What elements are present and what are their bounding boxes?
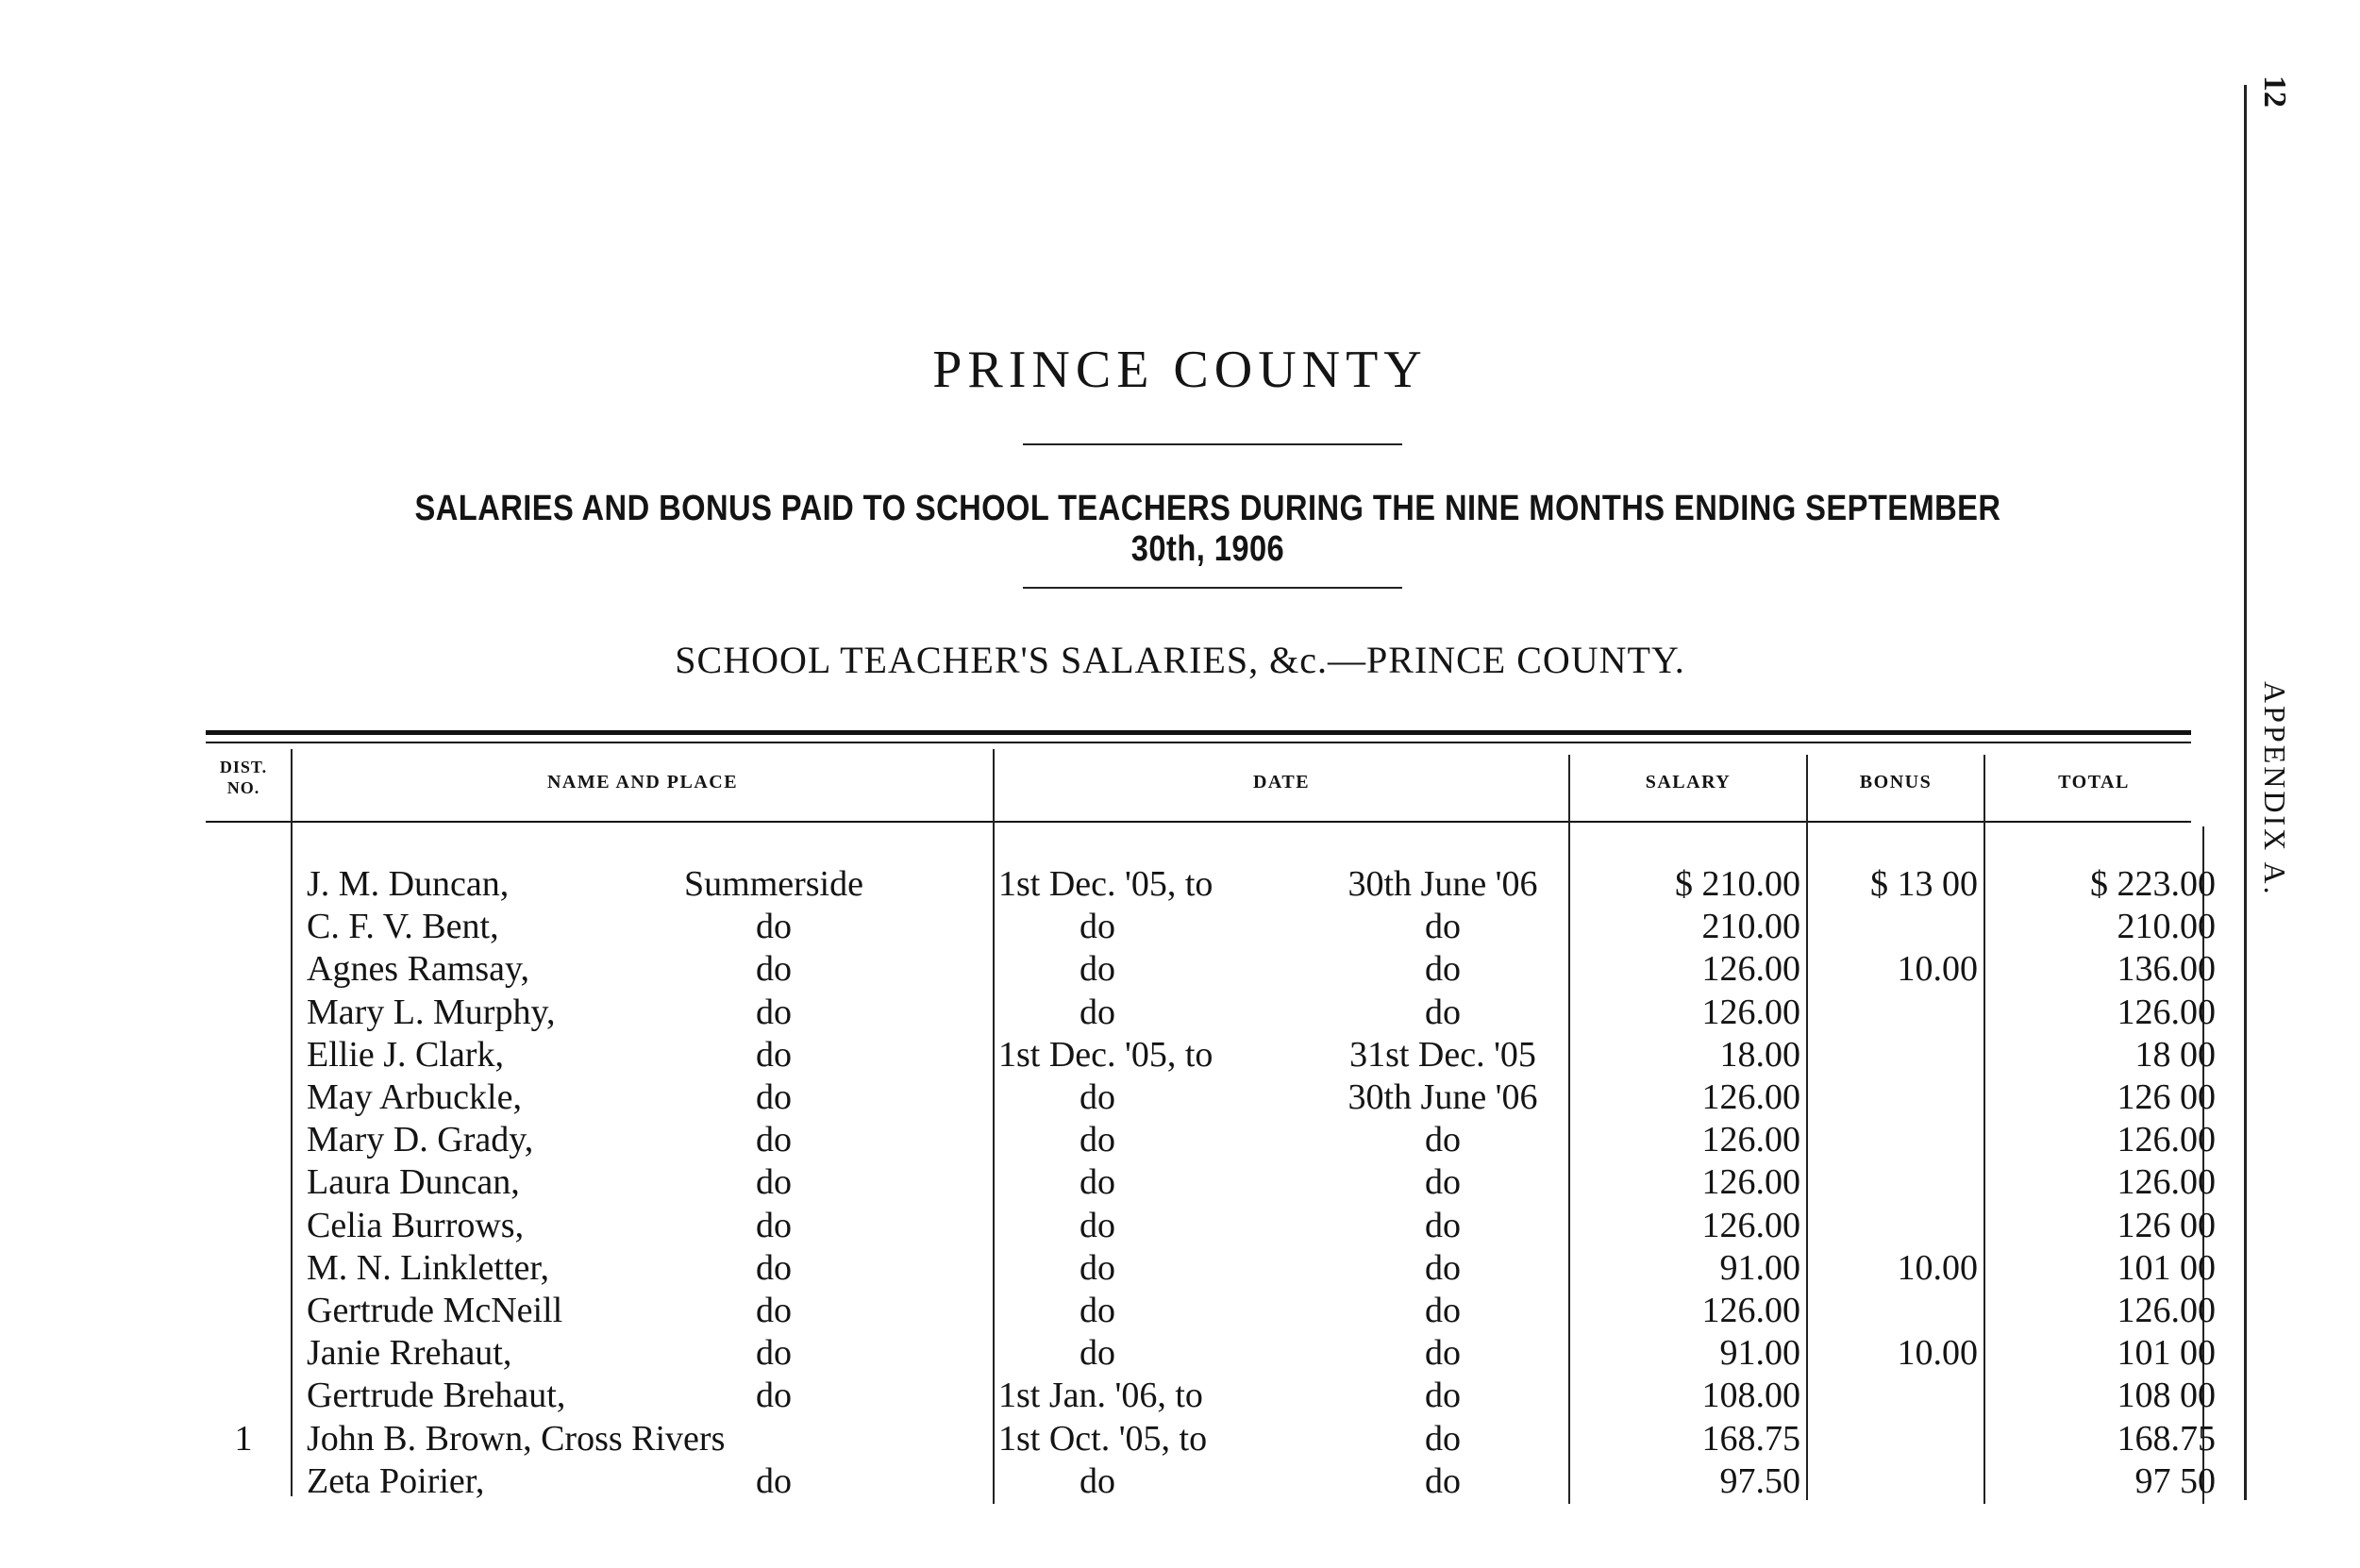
total-cell: 126 00: [2117, 1077, 2216, 1117]
salary-cell: 210.00: [1701, 907, 1800, 947]
header-dist-no: DIST. NO.: [219, 758, 268, 797]
date-to-cell: do: [1425, 1333, 1461, 1374]
total-cell: 210.00: [2117, 907, 2216, 947]
date-from-cell: do: [1080, 1291, 1115, 1330]
place-cell: do: [756, 1077, 792, 1117]
date-to-cell: do: [1425, 1162, 1461, 1203]
table-row: [0, 1332, 2360, 1375]
table-row: [0, 1290, 2360, 1332]
teacher-name-cell: M. N. Linkletter,: [307, 1247, 550, 1288]
bonus-cell: $ 13 00: [1870, 864, 1978, 904]
salary-cell: 126.00: [1701, 1077, 1800, 1117]
date-from-cell: do: [1080, 907, 1115, 947]
teacher-name-cell: J. M. Duncan,: [307, 864, 510, 904]
table-row: [0, 1161, 2360, 1204]
place-cell: do: [756, 1333, 792, 1374]
bonus-cell: 10.00: [1897, 1333, 1978, 1374]
bonus-cell: 10.00: [1897, 949, 1978, 990]
table-row: [0, 1418, 2360, 1460]
date-to-cell: do: [1425, 1247, 1461, 1288]
bonus-cell: 10.00: [1897, 1247, 1978, 1288]
total-cell: 97 50: [2134, 1460, 2216, 1501]
total-cell: 126.00: [2117, 1291, 2216, 1330]
dist-no-cell: 1: [234, 1418, 253, 1459]
title-divider: [1023, 443, 1402, 445]
teacher-name-cell: Mary D. Grady,: [307, 1120, 534, 1160]
teacher-name-cell: Mary L. Murphy,: [307, 992, 556, 1032]
date-from-cell: 1st Jan. '06, to: [998, 1376, 1203, 1416]
salary-cell: 126.00: [1701, 949, 1800, 990]
place-cell: do: [756, 1460, 792, 1501]
date-to-cell: 30th June '06: [1347, 864, 1538, 904]
total-cell: 126.00: [2117, 992, 2216, 1032]
total-cell: 101 00: [2117, 1247, 2216, 1288]
teacher-name-cell: Zeta Poirier,: [307, 1460, 485, 1501]
table-row: [0, 1205, 2360, 1247]
date-from-cell: do: [1080, 1205, 1115, 1245]
table-row: [0, 906, 2360, 948]
table-top-thick-rule: [206, 730, 2191, 735]
teacher-name-cell: Celia Burrows,: [307, 1205, 525, 1245]
page-number: 12: [2257, 75, 2292, 108]
header-total: TOTAL: [2058, 772, 2130, 792]
date-to-cell: do: [1425, 949, 1461, 990]
place-cell: do: [756, 1205, 792, 1245]
salary-cell: 126.00: [1701, 1162, 1800, 1203]
table-row: [0, 992, 2360, 1034]
date-to-cell: do: [1425, 1120, 1461, 1160]
salary-cell: 18.00: [1719, 1034, 1800, 1075]
place-cell: do: [756, 1376, 792, 1416]
table-row: [0, 1460, 2360, 1503]
date-to-cell: do: [1425, 907, 1461, 947]
place-cell: Summerside: [684, 864, 863, 904]
appendix-label: APPENDIX A.: [2258, 681, 2292, 897]
place-cell: do: [756, 1034, 792, 1075]
salary-cell: 126.00: [1701, 992, 1800, 1032]
place-cell: do: [756, 1291, 792, 1330]
teacher-name-cell: Ellie J. Clark,: [307, 1034, 504, 1075]
date-from-cell: 1st Dec. '05, to: [998, 864, 1213, 904]
date-to-cell: do: [1425, 1376, 1461, 1416]
teacher-name-cell: Laura Duncan,: [307, 1162, 520, 1203]
date-from-cell: do: [1080, 1077, 1115, 1117]
teacher-name-cell: Gertrude McNeill: [307, 1291, 563, 1330]
salary-cell: 91.00: [1719, 1333, 1800, 1374]
teacher-name-cell: Agnes Ramsay,: [307, 949, 530, 990]
date-from-cell: do: [1080, 1333, 1115, 1374]
total-cell: 126 00: [2117, 1205, 2216, 1245]
total-cell: 168.75: [2117, 1418, 2216, 1459]
table-row: [0, 863, 2360, 906]
date-from-cell: do: [1080, 949, 1115, 990]
teacher-name-cell: Janie Rrehaut,: [307, 1333, 512, 1374]
section-title: SCHOOL TEACHER'S SALARIES, &c.—PRINCE COUNTY.: [675, 639, 1685, 681]
date-from-cell: do: [1080, 1247, 1115, 1288]
table-row: [0, 948, 2360, 991]
date-to-cell: do: [1425, 1291, 1461, 1330]
date-from-cell: 1st Dec. '05, to: [998, 1034, 1213, 1075]
teacher-name-cell: Gertrude Brehaut,: [307, 1376, 566, 1416]
table-row: [0, 1034, 2360, 1076]
table-row: [0, 1247, 2360, 1290]
date-from-cell: do: [1080, 1120, 1115, 1160]
date-from-cell: 1st Oct. '05, to: [998, 1418, 1208, 1459]
table-row: [0, 1375, 2360, 1417]
date-to-cell: do: [1425, 1205, 1461, 1245]
total-cell: 101 00: [2117, 1333, 2216, 1374]
table-row: [0, 1119, 2360, 1161]
total-cell: 18 00: [2134, 1034, 2216, 1075]
salary-cell: 97.50: [1719, 1460, 1800, 1501]
date-to-cell: 31st Dec. '05: [1349, 1034, 1536, 1075]
place-cell: do: [756, 992, 792, 1032]
total-cell: 126.00: [2117, 1120, 2216, 1160]
teacher-name-cell: C. F. V. Bent,: [307, 907, 499, 947]
salary-cell: 126.00: [1701, 1291, 1800, 1330]
header-bonus: BONUS: [1859, 772, 1933, 792]
date-to-cell: 30th June '06: [1347, 1077, 1538, 1117]
date-from-cell: do: [1080, 1460, 1115, 1501]
salary-cell: 126.00: [1701, 1205, 1800, 1245]
header-salary: SALARY: [1645, 772, 1732, 792]
salary-cell: 168.75: [1701, 1418, 1800, 1459]
page-subtitle: SALARIES AND BONUS PAID TO SCHOOL TEACHERS DURING THE NINE MONTHS ENDING SEPTEMBER 30th, 1906: [414, 489, 2001, 569]
date-to-cell: do: [1425, 1460, 1461, 1501]
header-name-place: NAME AND PLACE: [546, 772, 739, 792]
page-title: PRINCE COUNTY: [932, 341, 1428, 399]
total-cell: 108 00: [2117, 1376, 2216, 1416]
teacher-name-cell: May Arbuckle,: [307, 1077, 522, 1117]
total-cell: $ 223.00: [2090, 864, 2216, 904]
date-to-cell: do: [1425, 1418, 1461, 1459]
place-cell: do: [756, 1162, 792, 1203]
subtitle-divider: [1023, 587, 1402, 589]
total-cell: 126.00: [2117, 1162, 2216, 1203]
place-cell: do: [756, 907, 792, 947]
table-header-rule: [206, 821, 2191, 823]
place-cell: do: [756, 949, 792, 990]
salary-cell: 91.00: [1719, 1247, 1800, 1288]
date-from-cell: do: [1080, 992, 1115, 1032]
place-cell: do: [756, 1120, 792, 1160]
teacher-name-cell: John B. Brown, Cross Rivers: [307, 1418, 726, 1459]
salary-cell: 108.00: [1701, 1376, 1800, 1416]
date-from-cell: do: [1080, 1162, 1115, 1203]
table-top-thin-rule: [206, 742, 2191, 743]
place-cell: do: [756, 1247, 792, 1288]
table-row: [0, 1076, 2360, 1119]
header-date: DATE: [1252, 772, 1311, 792]
salary-cell: 126.00: [1701, 1120, 1800, 1160]
salary-cell: $ 210.00: [1675, 864, 1800, 904]
total-cell: 136.00: [2117, 949, 2216, 990]
date-to-cell: do: [1425, 992, 1461, 1032]
